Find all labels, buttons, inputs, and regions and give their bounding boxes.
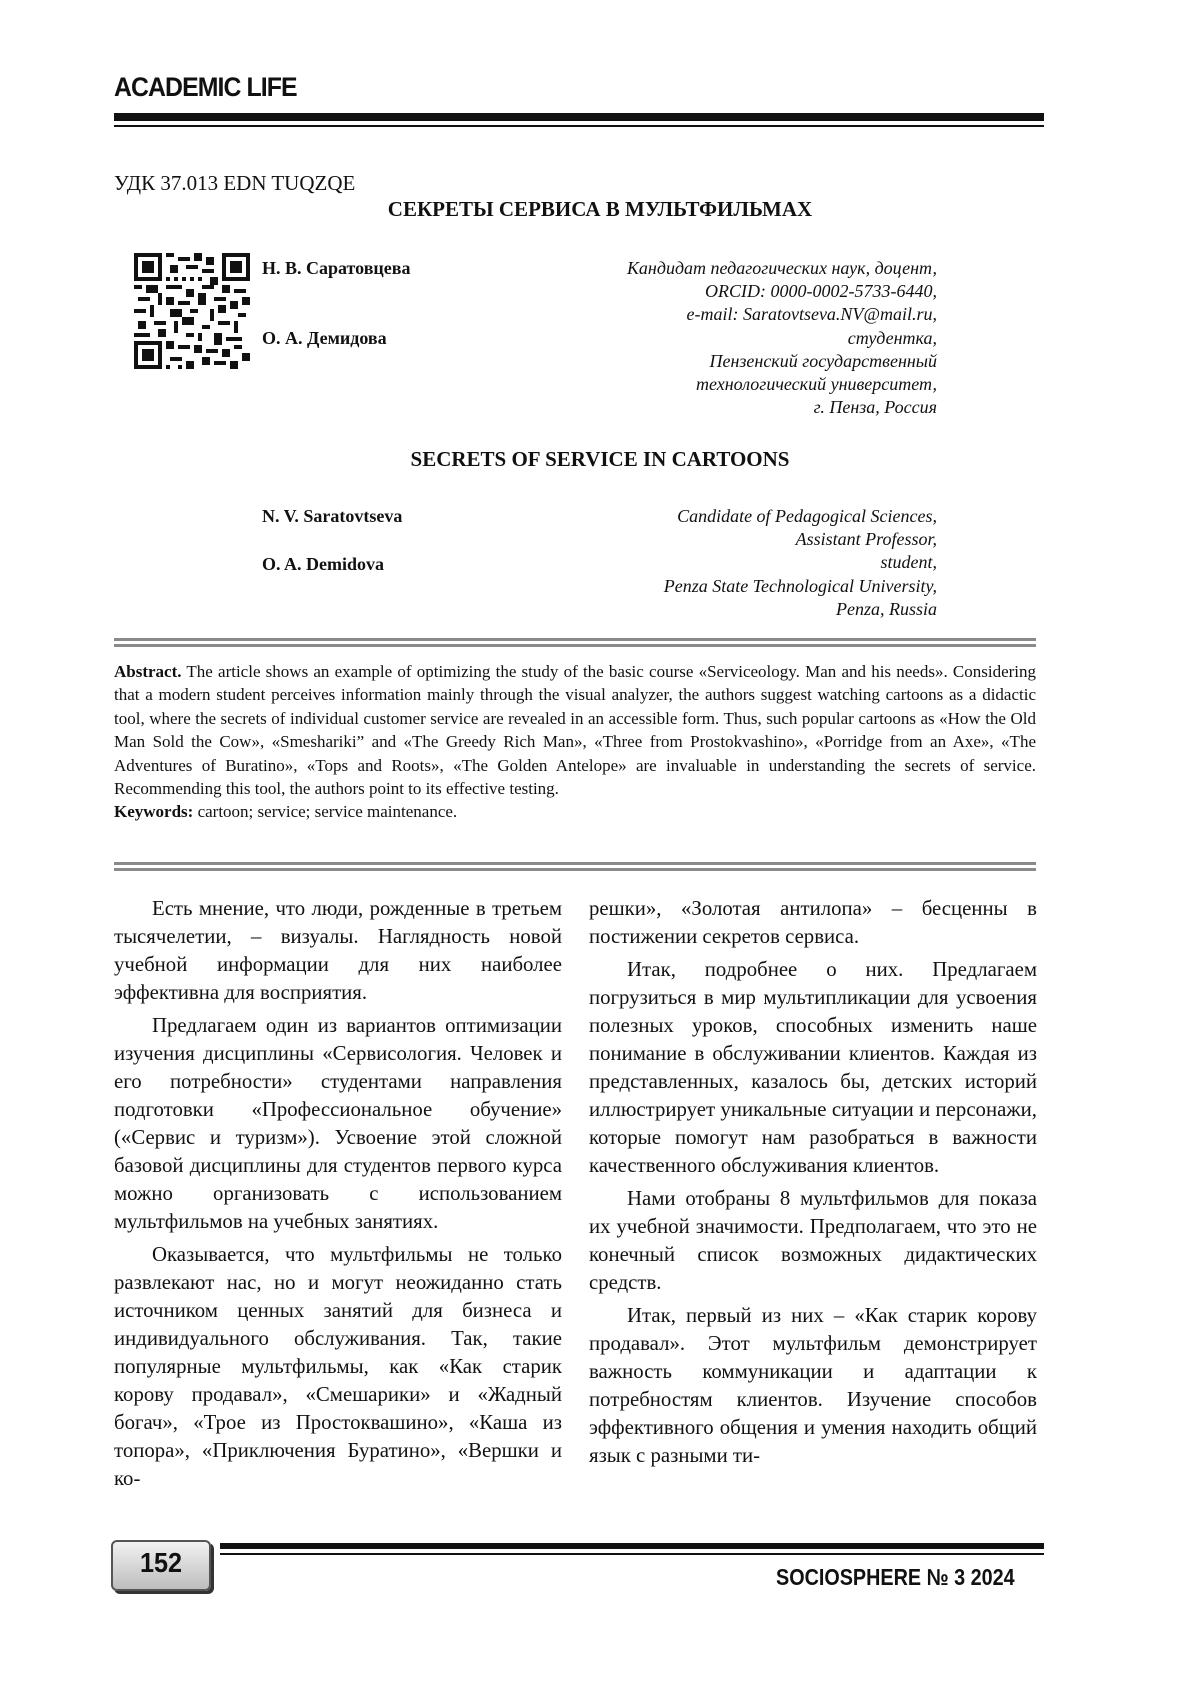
abstract-block xyxy=(114,660,1036,824)
body-column-right xyxy=(589,895,1037,1475)
footer-rule xyxy=(220,1543,1044,1549)
affiliation-line: студентка, xyxy=(847,327,937,348)
affiliation-line: Пензенский государственный xyxy=(709,350,937,371)
body-paragraph: Итак, подробнее о них. Предлагаем погрузиться в мир мультипликации для усвоения полезных уроков, способных изменить наше понимание в обслуживании клиентов. Каждая из представленных, казалось бы, детских историй иллюстрирует уникальные ситуации и персонажи, которые помогут нам разобраться в важности качественного обслуживания клиентов. xyxy=(589,958,1037,1177)
abstract-label: Abstract. xyxy=(114,662,182,681)
body-paragraph: Предлагаем один из вариантов оптимизации изучения дисциплины «Сервисология. Человек и его потребности» студентами направления подготовки «Профессиональное обучение» («Сервис и туризм»). Усвоение этой сложной базовой дисциплины для студентов первого курса можно организовать с использованием мультфильмов на учебных занятиях. xyxy=(114,1014,562,1233)
affiliation-line: Penza, Russia xyxy=(836,598,937,619)
affiliation-line: Candidate of Pedagogical Sciences, xyxy=(677,506,937,526)
affiliation-ru xyxy=(477,257,937,419)
affiliation-line: ORCID: 0000-0002-5733-6440, xyxy=(705,281,937,302)
qr-code-image xyxy=(134,253,250,369)
body-paragraph: Есть мнение, что люди, рожденные в третьем тысячелетии, – визуалы. Наглядность новой учебной информации для них наиболее эффективна для восприятия. xyxy=(114,897,562,1004)
affiliation-email[interactable]: e-mail: Saratovtseva.NV@mail.ru, xyxy=(686,304,937,325)
body-paragraph: Нами отобраны 8 мультфильмов для показа их учебной значимости. Предполагаем, что это не конечный список возможных дидактических средств. xyxy=(589,1187,1037,1294)
body-paragraph-continued: решки», «Золотая антилопа» – бесценны в постижении секретов сервиса. xyxy=(589,897,1037,948)
author-2-ru: О. А. Демидова xyxy=(262,328,387,348)
abstract-top-rule-2 xyxy=(114,644,1036,647)
body-paragraph: Оказывается, что мультфильмы не только развлекают нас, но и могут неожиданно стать источником ценных занятий для бизнеса и индивидуального обслуживания. Так, такие популярные мультфильмы, как «Как старик корову продавал», «Смешарики» и «Жадный богач», «Трое из Простоквашино», «Каша из топора», «Приключения Буратино», «Вершки и ко- xyxy=(114,1243,562,1490)
affiliation-line: Penza State Technological University, xyxy=(663,575,937,596)
page-number: 152 xyxy=(139,1547,183,1578)
article-title-en: SECRETS OF SERVICE IN CARTOONS xyxy=(410,447,790,471)
abstract-bottom-rule xyxy=(114,862,1036,865)
header-rule xyxy=(114,113,1044,121)
author-2-en: O. A. Demidova xyxy=(262,554,385,574)
abstract-paragraph xyxy=(114,660,1036,800)
header-rule-thin xyxy=(114,125,1044,127)
affiliation-line: Assistant Professor, xyxy=(795,529,937,550)
journal-name: SOCIOSPHERE № 3 2024 xyxy=(776,1564,1015,1590)
keywords-paragraph xyxy=(114,800,1036,823)
keywords-text: cartoon; service; service maintenance. xyxy=(193,802,458,822)
affiliation-line: student, xyxy=(880,552,937,573)
footer-rule-thin xyxy=(220,1553,1044,1555)
affiliation-line: Кандидат педагогических наук, доцент, xyxy=(626,258,937,278)
affiliation-line: г. Пенза, Россия xyxy=(813,397,937,418)
section-title: ACADEMIC LIFE xyxy=(114,72,297,102)
affiliation-line: технологический университет, xyxy=(696,374,937,395)
affiliation-en xyxy=(477,505,937,621)
keywords-label: Keywords: xyxy=(114,802,194,822)
abstract-bottom-rule-2 xyxy=(114,868,1036,871)
author-1-en: N. V. Saratovtseva xyxy=(262,506,403,526)
body-paragraph: Итак, первый из них – «Как старик корову продавал». Этот мультфильм демонстрирует важность коммуникации и адаптации к потребностям клиентов. Изучение способов эффективного общения и умения находить общий язык с разными ти- xyxy=(589,1304,1037,1467)
author-1-ru: Н. В. Саратовцева xyxy=(262,258,411,278)
body-column-left xyxy=(114,895,562,1498)
article-title-ru: СЕКРЕТЫ СЕРВИСА В МУЛЬТФИЛЬМАХ xyxy=(387,197,813,221)
abstract-top-rule xyxy=(114,638,1036,641)
abstract-text: The article shows an example of optimizing the study of the basic course «Serviceology. Man and his needs». Considering that a modern student perceives information mainly through the visual analyzer, the authors suggest watching cartoons as a didactic tool, where the secrets of individual customer service are revealed in an accessible form. Thus, such popular cartoons as «How the Old Man Sold the Cow», «Smeshariki” and «The Greedy Rich Man», «Three from Prostokvashino», «Porridge from an Axe», «The Adventures of Buratino», «Tops and Roots», «The Golden Antelope» are invaluable in understanding the secrets of service. Recommending this tool, the authors point to its effective testing. xyxy=(114,662,1036,799)
udk-code: УДК 37.013 EDN TUQZQE xyxy=(114,171,356,195)
